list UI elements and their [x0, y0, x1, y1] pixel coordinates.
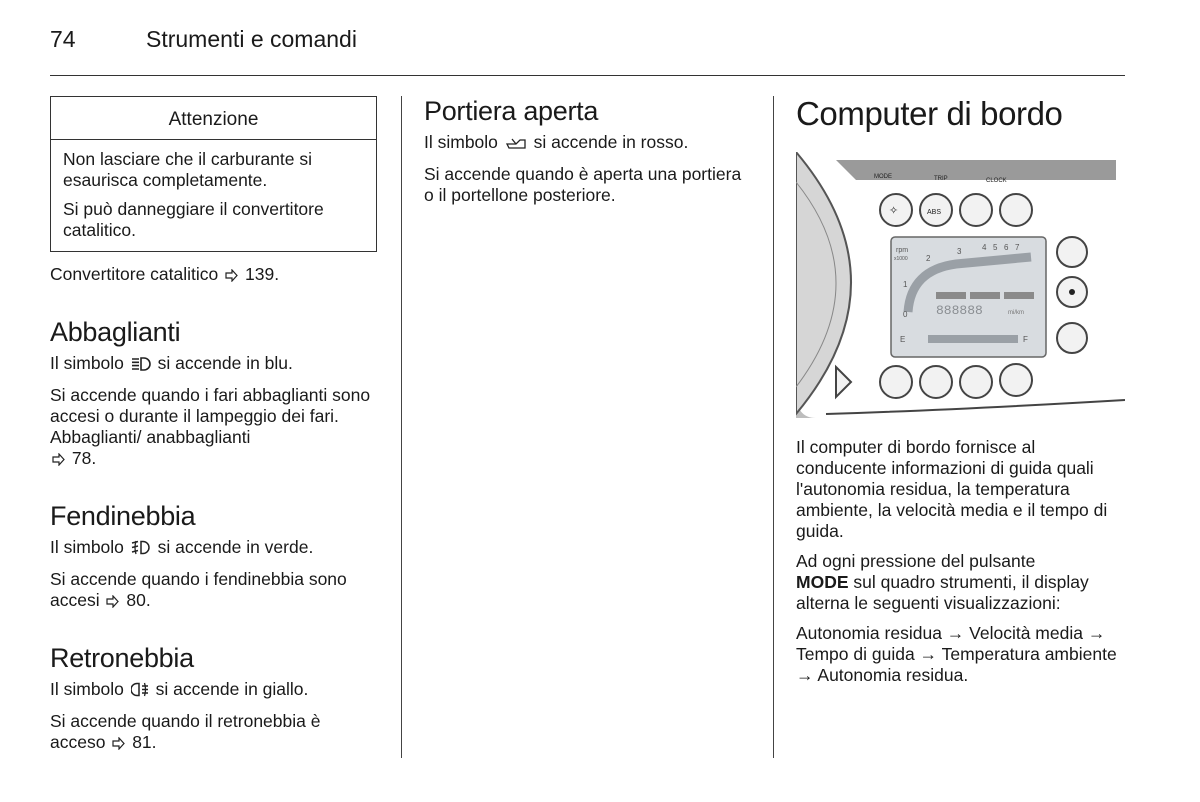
page-number: 74 [50, 26, 76, 52]
warning-box [50, 96, 377, 252]
rpm-tick: 5 [993, 243, 998, 252]
warning-text-1: Non lasciare che il carburante si esaurisca completamente. [63, 149, 313, 190]
catalytic-ref: Convertitore catalitico 139. [50, 264, 380, 287]
symbol-text: Il simbolo si accende in giallo. [50, 679, 380, 702]
trip-tab-label: TRIP [934, 176, 948, 182]
fuel-full-label: F [1023, 335, 1028, 344]
column-divider-1 [401, 96, 402, 758]
high-beam-icon [131, 355, 151, 376]
body-text: Si accende quando è aperta una portiera o il portellone posteriore. [424, 164, 742, 205]
svg-text:ABS: ABS [927, 209, 942, 216]
front-fog-icon [131, 539, 151, 560]
rpm-tick: 2 [926, 254, 931, 263]
body-text: Si accende quando i fendinebbia sono accesi 80. [50, 569, 380, 613]
rpm-tick: 0 [903, 310, 908, 319]
column-3 [796, 96, 1126, 695]
symbol-text: Il simbolo si accende in rosso. [424, 132, 754, 155]
svg-text:✧: ✧ [889, 205, 899, 217]
section-title: Computer di bordo [796, 95, 1063, 132]
section-title: Abbaglianti [50, 317, 181, 347]
rpm-tick: 6 [1004, 243, 1009, 252]
rpm-tick: 1 [903, 280, 908, 289]
column-divider-2 [773, 96, 774, 758]
warning-body [51, 140, 376, 251]
lcd-segment-readout: 888888 [936, 303, 983, 318]
section-abbaglianti [50, 317, 380, 471]
instrument-cluster-photo [796, 152, 1125, 418]
section-title: Retronebbia [50, 643, 194, 673]
page-ref-arrow-icon [112, 734, 125, 755]
rpm-label: rpm [896, 247, 909, 254]
page-ref-arrow-icon [106, 592, 119, 613]
clock-tab-label: CLOCK [986, 178, 1007, 184]
section-title: Fendinebbia [50, 501, 196, 531]
rpm-unit-label: x1000 [894, 256, 908, 262]
chapter-title: Strumenti e comandi [146, 26, 357, 52]
fuel-empty-label: E [900, 335, 906, 344]
page-ref-arrow-icon [225, 266, 238, 287]
warning-text-2: Si può danneggiare il convertitore catalitico. [63, 199, 324, 240]
body-text: Il computer di bordo fornisce al conducente informazioni di guida quali l'autonomia residua, la temperatura ambiente, la velocità media e il tempo di guida. [796, 437, 1108, 541]
rpm-tick: 3 [957, 247, 962, 256]
body-text: Ad ogni pressione del pulsante MODE sul quadro strumenti, il display alterna le seguenti visualizzazioni: [796, 551, 1089, 613]
body-text: Autonomia residua → Velocità media → Tempo di guida → Temperatura ambiente → Autonomia residua. [796, 623, 1117, 685]
mode-tab-label: MODE [874, 174, 892, 180]
page-ref-arrow-icon [52, 450, 65, 471]
body-text: Si accende quando il retronebbia è acceso 81. [50, 711, 380, 755]
symbol-text: Il simbolo si accende in verde. [50, 537, 380, 560]
section-retronebbia [50, 643, 380, 755]
rpm-tick: 7 [1015, 243, 1020, 252]
rear-fog-icon [131, 681, 149, 702]
warning-title: Attenzione [51, 97, 376, 140]
body-text: Si accende quando i fari abbaglianti sono accesi o durante il lampeggio dei fari. Abbaglianti/ anabbaglianti 78. [50, 385, 380, 471]
column-1 [50, 96, 380, 764]
column-2 [424, 96, 754, 215]
rpm-tick: 4 [982, 243, 987, 252]
symbol-text: Il simbolo si accende in blu. [50, 353, 380, 376]
distance-unit-label: mi/km [1008, 310, 1024, 316]
section-fendinebbia [50, 501, 380, 613]
door-open-icon [505, 134, 527, 155]
header-rule [50, 75, 1125, 76]
mode-keyword: MODE [796, 572, 849, 592]
section-title: Portiera aperta [424, 96, 599, 126]
